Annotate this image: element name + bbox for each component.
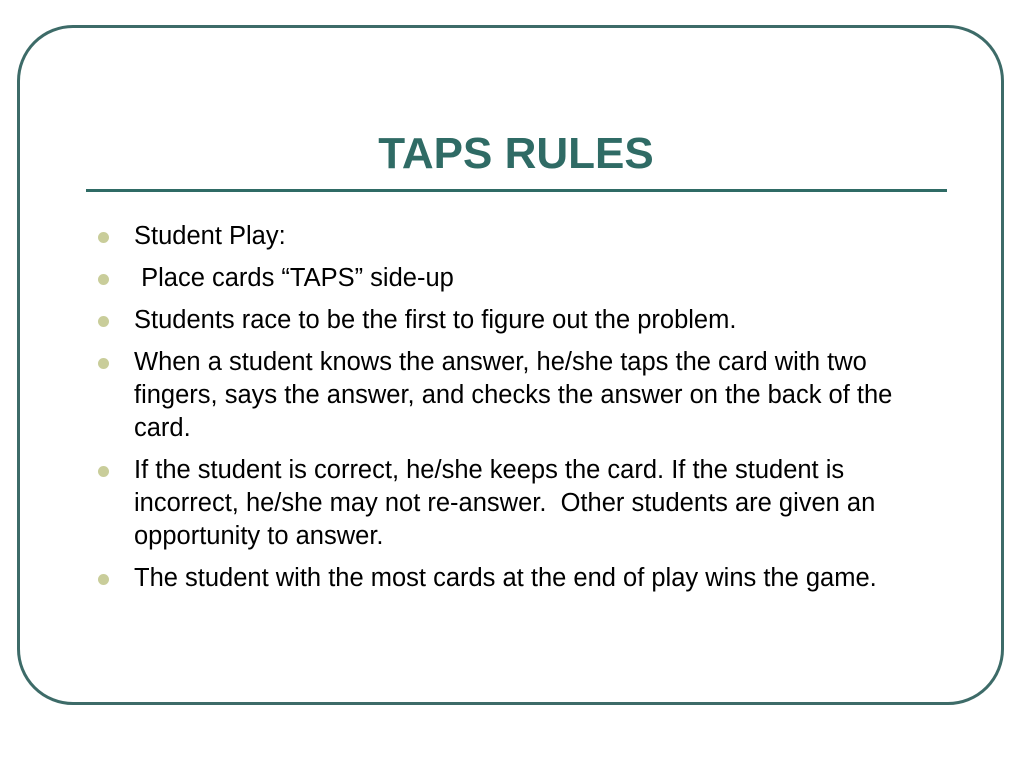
bullet-icon — [98, 316, 109, 327]
bullet-icon — [98, 274, 109, 285]
list-item — [96, 262, 946, 295]
bullet-text: Students race to be the first to figure out the problem. — [134, 306, 737, 334]
list-item — [96, 346, 946, 445]
list-item — [96, 220, 946, 253]
bullet-icon — [98, 232, 109, 243]
list-item — [96, 454, 946, 553]
bullet-icon — [98, 574, 109, 585]
slide-title: TAPS RULES — [378, 129, 654, 178]
bullet-icon — [98, 466, 109, 477]
bullet-list — [96, 220, 946, 604]
bullet-text: If the student is correct, he/she keeps the card. If the student is incorrect, he/she may not re-answer. Other students are given an opportunity to answer. — [134, 456, 883, 550]
list-item — [96, 304, 946, 337]
title-divider — [86, 189, 947, 192]
bullet-text: Place cards “TAPS” side-up — [134, 264, 454, 292]
list-item — [96, 562, 946, 595]
bullet-icon — [98, 358, 109, 369]
bullet-text: When a student knows the answer, he/she taps the card with two fingers, says the answer, and checks the answer on the back of the card. — [134, 348, 900, 442]
bullet-text: The student with the most cards at the end of play wins the game. — [134, 564, 877, 592]
bullet-text: Student Play: — [134, 222, 286, 250]
